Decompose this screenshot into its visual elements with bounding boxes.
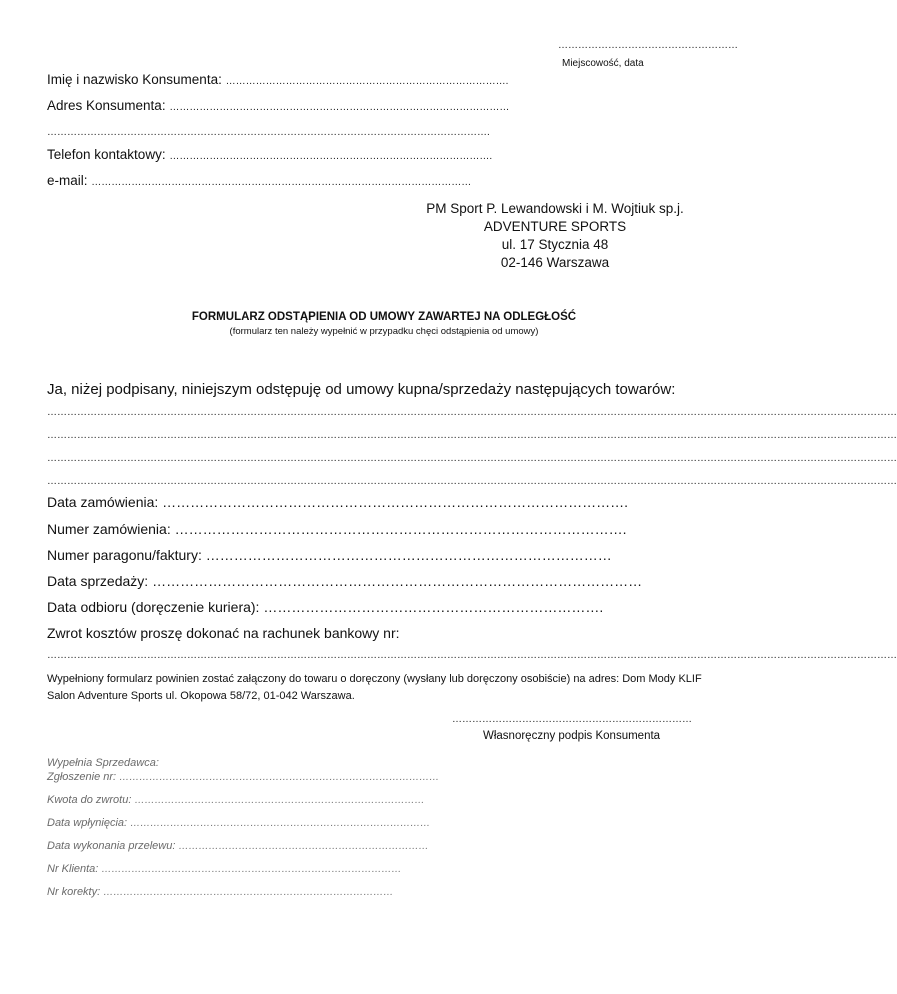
goods-line-3[interactable]: ………………………………………………………………………………………………………………………………………………………………………………………………………………………………… (47, 453, 897, 464)
signature-label: Własnoręczny podpis Konsumenta (483, 730, 661, 742)
form-title: FORMULARZ ODSTĄPIENIA OD UMOWY ZAWARTEJ NA ODLEGŁOŚĆ (191, 311, 577, 323)
claim-number-field[interactable]: …………………………………………………………………………………… (119, 772, 440, 783)
seller-name: PM Sport P. Lewandowski i M. Wojtiuk sp.j. (426, 201, 684, 216)
refund-account-label: Zwrot kosztów proszę dokonać na rachunek bankowy nr: (47, 625, 400, 641)
refund-account-field[interactable]: ………………………………………………………………………………………………………………………………………………………………………………………………………………………………… (47, 650, 897, 661)
consumer-name-label: Imię i nazwisko Konsumenta: (47, 72, 222, 87)
correction-number-field[interactable]: …………………………………………………………………………… (103, 887, 394, 898)
goods-line-4[interactable]: ………………………………………………………………………………………………………………………………………………………………………………………………………………………………… (47, 476, 897, 487)
order-date-row (47, 494, 628, 510)
consumer-phone-row (47, 147, 492, 162)
order-number-row (47, 521, 627, 537)
consumer-address-row (47, 98, 509, 113)
client-number-label: Nr Klienta: (47, 863, 99, 875)
client-number-row (47, 863, 401, 875)
consumer-phone-field[interactable]: ……………………………………………………………………………………. (169, 151, 493, 162)
place-date-label: Miejscowość, data (562, 58, 644, 69)
order-date-label: Data zamówienia: (47, 494, 159, 510)
sale-date-field[interactable]: …………………………………………………………………………………………… (152, 573, 643, 589)
form-subtitle: (formularz ten należy wypełnić w przypadku chęci odstąpienia od umowy) (229, 326, 539, 337)
consumer-address-label: Adres Konsumenta: (47, 98, 166, 113)
pickup-date-field[interactable]: ………………………………………………………………. (263, 599, 604, 615)
correction-number-row (47, 886, 393, 898)
receipt-number-row (47, 547, 612, 563)
transfer-date-label: Data wykonania przelewu: (47, 840, 176, 852)
place-date-dots[interactable]: ……………………………………………… (558, 40, 738, 51)
consumer-email-field[interactable]: …………………………………………………………………………………………………… (91, 177, 472, 188)
seller-street: ul. 17 Stycznia 48 (501, 237, 609, 252)
consumer-email-row (47, 173, 471, 188)
order-date-field[interactable]: ………………………………………………………………………………………. (162, 494, 629, 510)
refund-amount-row (47, 794, 424, 806)
receipt-number-field[interactable]: …………………………………………………………………………… (205, 547, 612, 563)
seller-brand: ADVENTURE SPORTS (483, 219, 627, 234)
pickup-date-label: Data odbioru (doręczenie kuriera): (47, 599, 260, 615)
submission-note: Wypełniony formularz powinien zostać załączony do towaru o doręczony (wysłany lub doręczony osobiście) na adres: Dom Mody KLIF Salon Adventure Sports ul. Okopowa 58/72, 01-042 Warszawa. (47, 673, 702, 702)
claim-number-label: Zgłoszenie nr: (47, 771, 117, 783)
consumer-name-row (47, 72, 508, 87)
inflow-date-label: Data wpłynięcia: (47, 817, 128, 829)
consumer-address-field[interactable]: ………………………………………………………………………………………… (169, 102, 510, 113)
inflow-date-field[interactable]: ……………………………………………………………………………… (130, 818, 431, 829)
correction-number-label: Nr korekty: (47, 886, 101, 898)
client-number-field[interactable]: ……………………………………………………………………………… (101, 864, 402, 875)
goods-line-2[interactable]: ………………………………………………………………………………………………………………………………………………………………………………………………………………………………… (47, 430, 897, 441)
refund-amount-label: Kwota do zwrotu: (47, 794, 132, 806)
sale-date-row (47, 573, 642, 589)
consumer-email-label: e-mail: (47, 173, 88, 188)
sale-date-label: Data sprzedaży: (47, 573, 149, 589)
seller-city: 02-146 Warszawa (500, 255, 610, 270)
pickup-date-row (47, 599, 603, 615)
claim-number-row (47, 771, 439, 783)
order-number-label: Numer zamówienia: (47, 521, 171, 537)
withdrawal-statement: Ja, niżej podpisany, niniejszym odstępuję od umowy kupna/sprzedaży następujących towarów: (47, 381, 676, 398)
consumer-name-field[interactable]: …………………………………………………………………………. (225, 76, 509, 87)
transfer-date-field[interactable]: ………………………………………………………………… (178, 841, 429, 852)
seller-section-header: Wypełnia Sprzedawca: (47, 757, 159, 769)
consumer-phone-label: Telefon kontaktowy: (47, 147, 166, 162)
transfer-date-row (47, 840, 428, 852)
receipt-number-label: Numer paragonu/faktury: (47, 547, 202, 563)
order-number-field[interactable]: ……………………………………………………………………………………. (174, 521, 627, 537)
signature-field[interactable]: ……………………………………………………………… (452, 714, 692, 725)
goods-line-1[interactable]: ………………………………………………………………………………………………………………………………………………………………………………………………………………………………… (47, 407, 897, 418)
seller-address (400, 200, 710, 272)
consumer-address-field-2[interactable]: ……………………………………………………………………………………………………………………. (47, 127, 490, 138)
refund-amount-field[interactable]: …………………………………………………………………………… (134, 795, 425, 806)
inflow-date-row (47, 817, 430, 829)
